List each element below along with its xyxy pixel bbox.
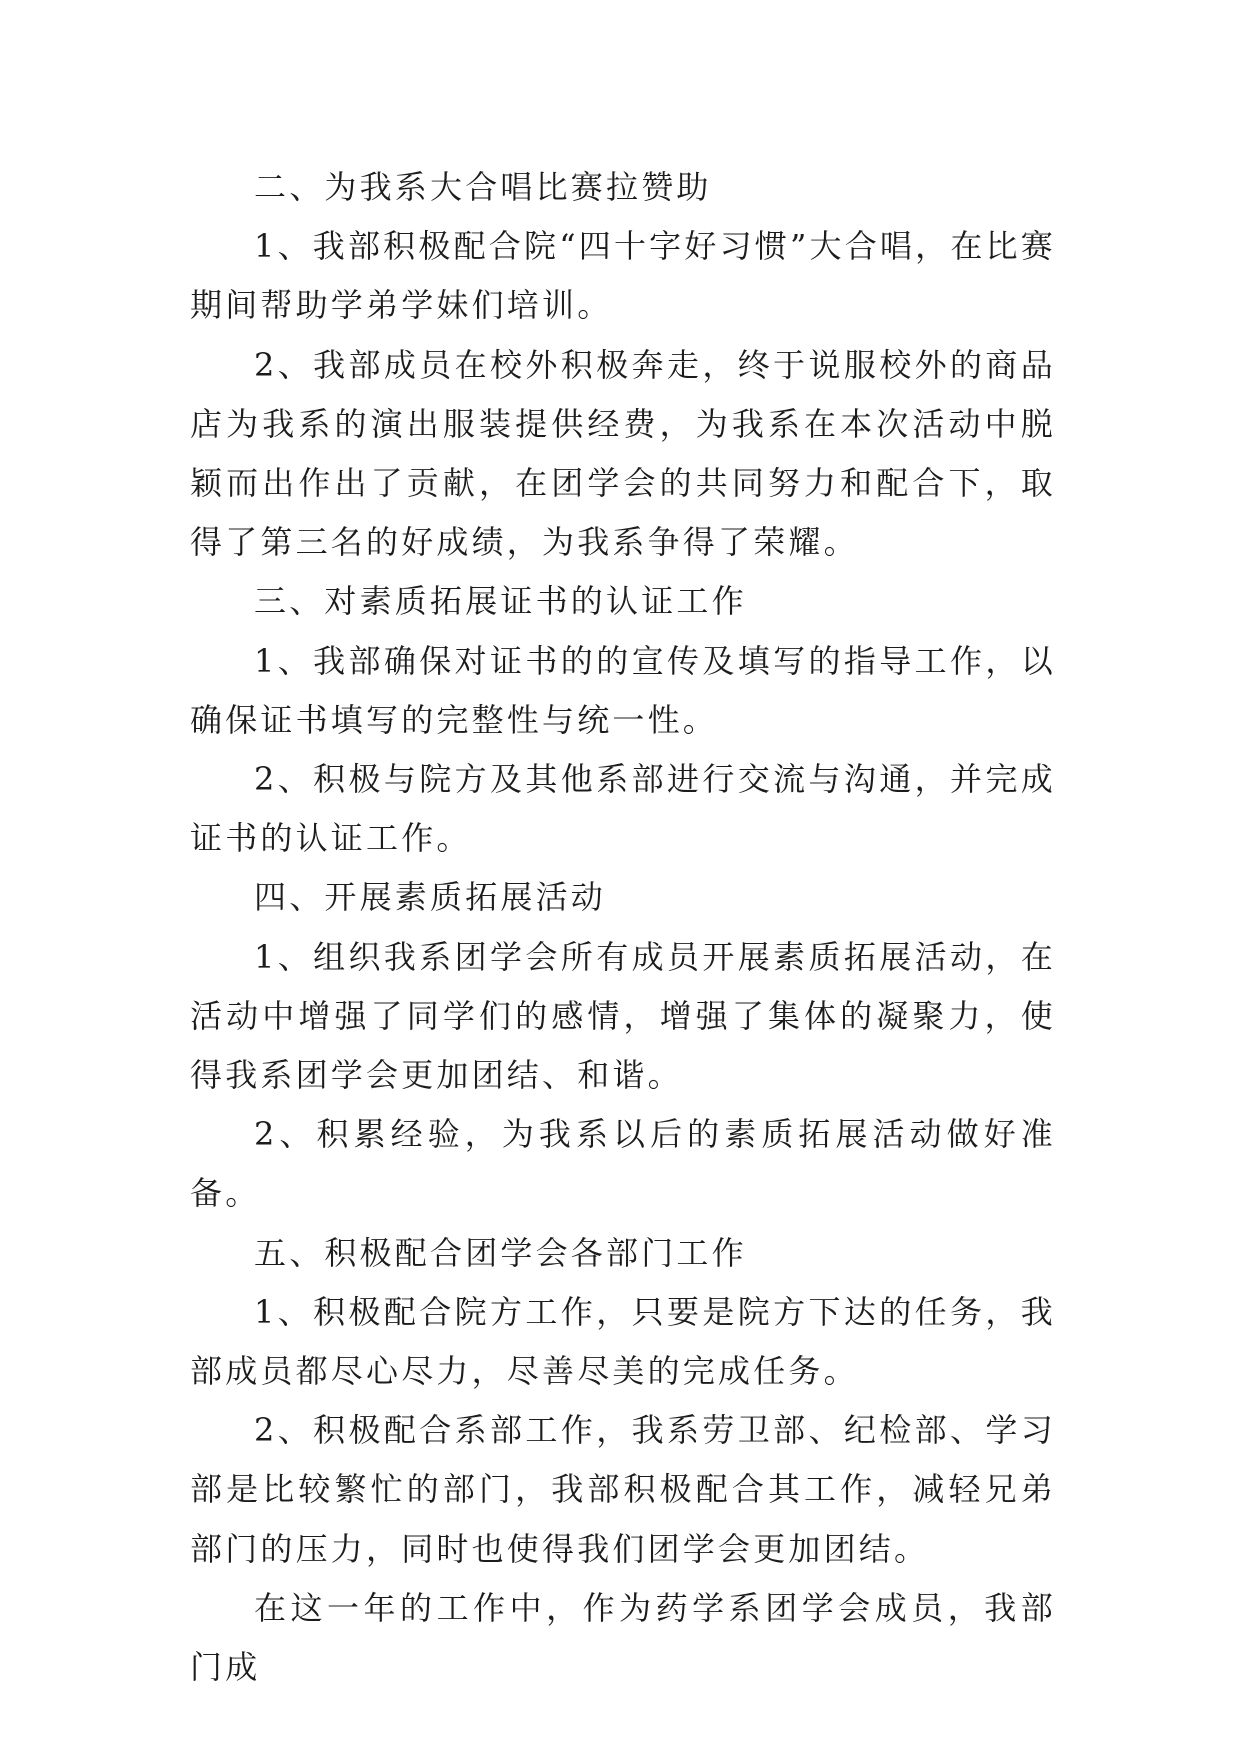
section-heading-3: 三、对素质拓展证书的认证工作: [254, 582, 747, 621]
section-heading-4: 四、开展素质拓展活动: [254, 878, 607, 917]
paragraph: 2、积极配合系部工作，我系劳卫部、纪检部、学习部是比较繁忙的部门，我部积极配合其工作，减轻兄弟部门的压力，同时也使得我们团学会更加团结。: [190, 1411, 1056, 1568]
paragraph: 2、积累经验，为我系以后的素质拓展活动做好准备。: [190, 1115, 1056, 1213]
paragraph: 1、我部确保对证书的的宣传及填写的指导工作，以确保证书填写的完整性与统一性。: [190, 641, 1056, 739]
section-heading-5: 五、积极配合团学会各部门工作: [254, 1233, 747, 1272]
paragraph: 2、积极与院方及其他系部进行交流与沟通，并完成证书的认证工作。: [190, 760, 1056, 858]
paragraph: 在这一年的工作中，作为药学系团学会成员，我部门成: [190, 1588, 1056, 1687]
paragraph: 1、积极配合院方工作，只要是院方下达的任务，我部成员都尽心尽力，尽善尽美的完成任务。: [190, 1292, 1056, 1391]
paragraph: 1、我部积极配合院“四十字好习惯”大合唱，在比赛期间帮助学弟学妹们培训。: [190, 227, 1056, 325]
section-heading-2: 二、为我系大合唱比赛拉赞助: [254, 168, 712, 206]
paragraph: 1、组织我系团学会所有成员开展素质拓展活动，在活动中增强了同学们的感情，增强了集体的凝聚力，使得我系团学会更加团结、和谐。: [190, 937, 1056, 1095]
paragraph: 2、我部成员在校外积极奔走，终于说服校外的商品店为我系的演出服装提供经费，为我系在本次活动中脱颖而出作出了贡献，在团学会的共同努力和配合下，取得了第三名的好成绩，为我系争得了荣耀。: [190, 345, 1056, 562]
document-body: [190, 158, 1056, 1697]
